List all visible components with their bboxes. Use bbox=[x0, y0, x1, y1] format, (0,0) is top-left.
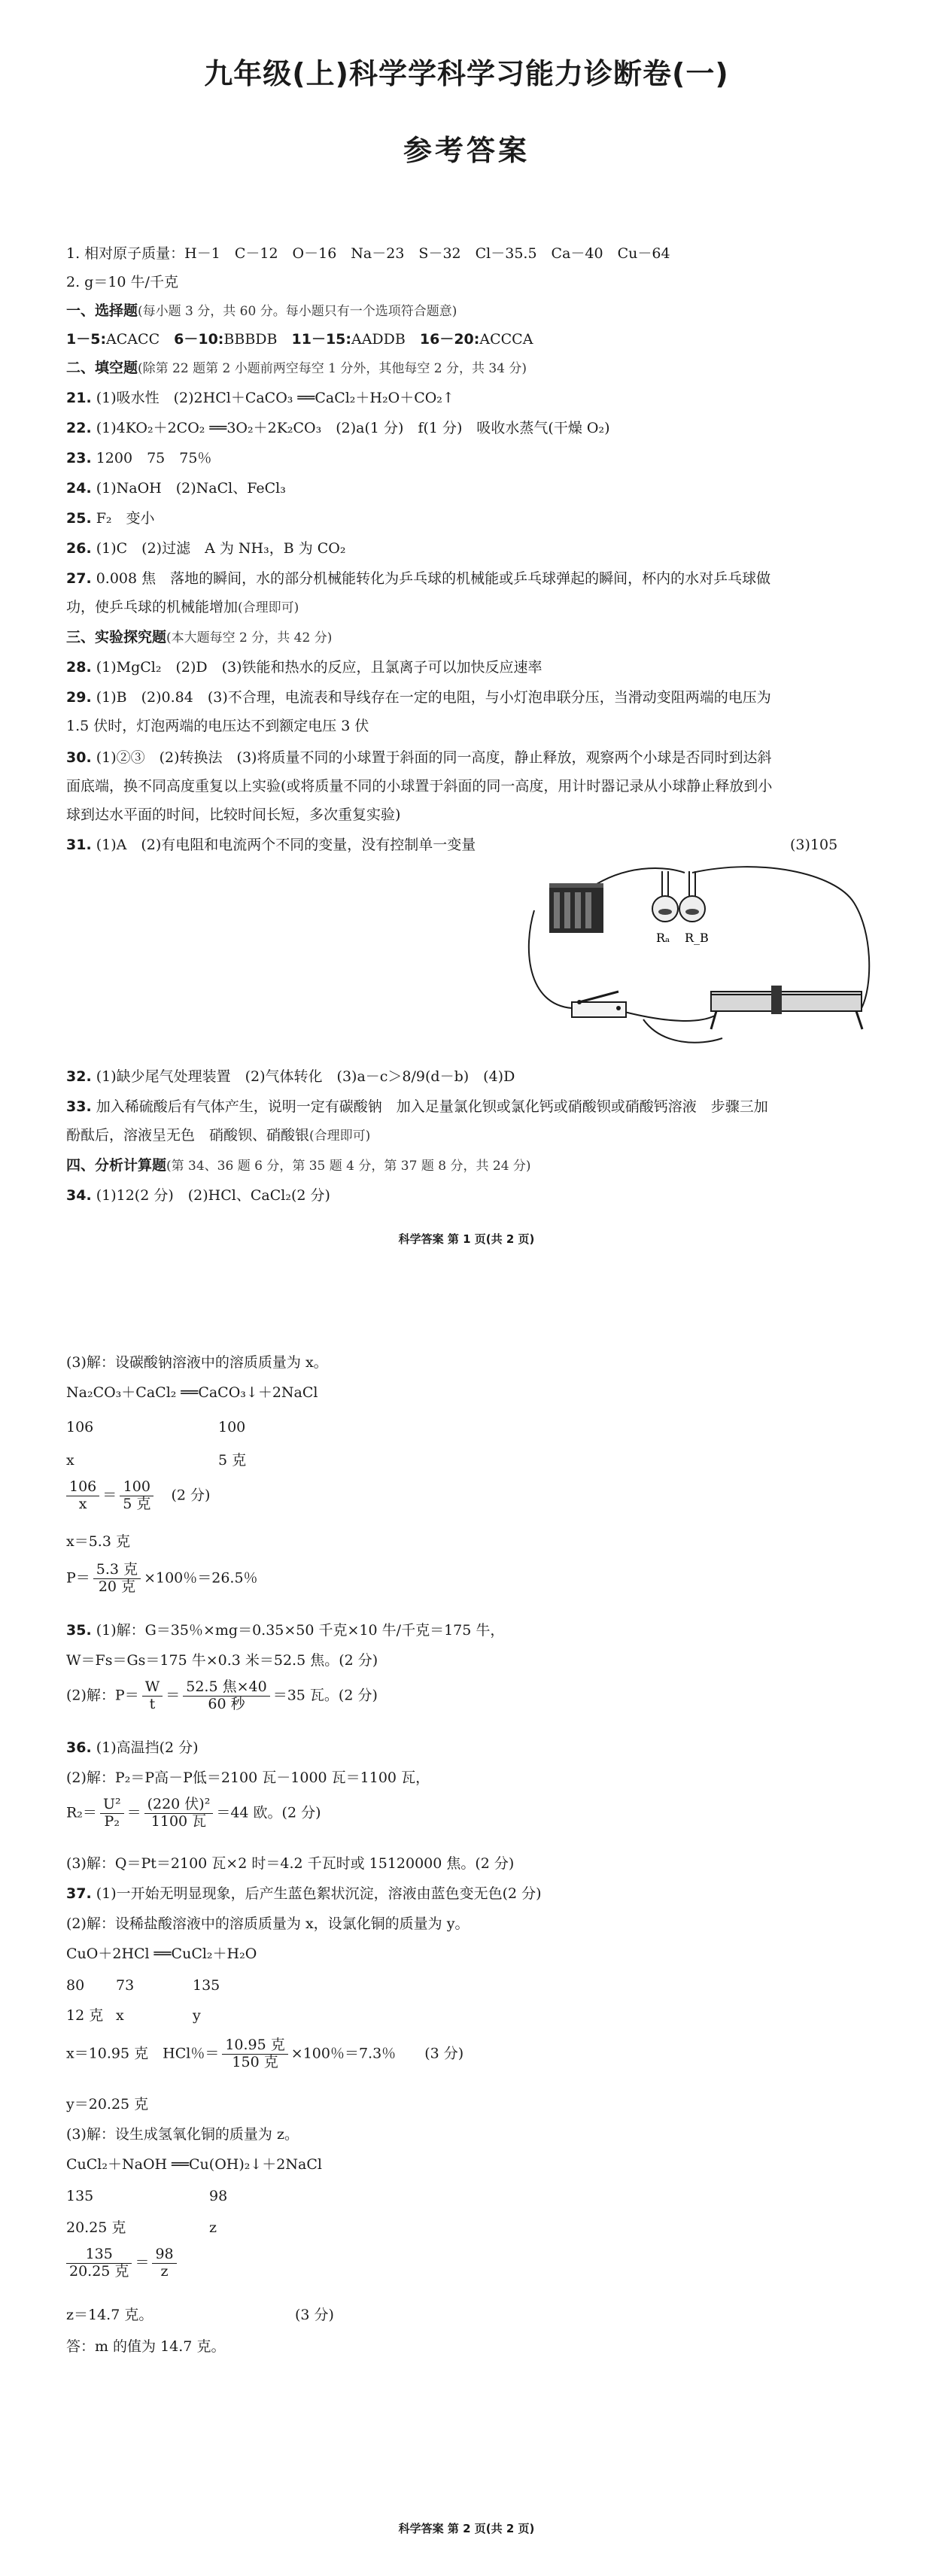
fraction bbox=[120, 1479, 153, 1513]
q37-points: (3 分) bbox=[295, 2307, 334, 2323]
battery-pack-icon bbox=[549, 883, 603, 933]
resistor-a-label: Rₐ bbox=[656, 931, 670, 945]
percent-calc bbox=[66, 1562, 258, 1596]
denominator: 5 克 bbox=[123, 1495, 151, 1512]
q37-mass-b: x bbox=[116, 2007, 124, 2024]
answer-note: (合理即可) bbox=[309, 1129, 371, 1144]
q37-mass2-a: 20.25 克 bbox=[66, 2219, 126, 2236]
page-subtitle: 参考答案 bbox=[403, 134, 530, 167]
page-title: 九年级(上)科学学科学习能力诊断卷(一) bbox=[204, 57, 729, 90]
section-title: 二、填空题 bbox=[66, 360, 138, 376]
gravity-note: 2. g＝10 牛/千克 bbox=[66, 274, 178, 290]
denominator: 60 秒 bbox=[208, 1695, 245, 1712]
section-experiment-heading bbox=[66, 629, 332, 646]
section-note: (每小题 3 分，共 60 分。每小题只有一个选项符合题意) bbox=[138, 304, 457, 319]
question-number: 35. bbox=[66, 1622, 92, 1639]
slide-rheostat-icon bbox=[711, 986, 862, 1029]
q35 bbox=[66, 1622, 504, 1639]
question-number: 27. bbox=[66, 570, 92, 587]
numerator: U² bbox=[100, 1797, 124, 1814]
q37-mass-c: y bbox=[193, 2007, 201, 2024]
equals: ＝ bbox=[166, 1687, 181, 1704]
q37-proportion bbox=[63, 2246, 180, 2280]
q37-equation-1: CuO＋2HCl ══CuCl₂＋H₂O bbox=[66, 1946, 257, 1962]
answer-text: 酚酞后，溶液呈无色 硝酸钡、硝酸银 bbox=[66, 1127, 310, 1144]
equals: ＝ bbox=[126, 1804, 141, 1821]
q36-resistance bbox=[66, 1797, 321, 1830]
q32 bbox=[66, 1068, 515, 1086]
range-label: 1－5: bbox=[66, 331, 107, 348]
question-number: 31. bbox=[66, 837, 92, 853]
flask-ra-icon bbox=[652, 871, 678, 922]
mass-ratio-right: 100 bbox=[218, 1419, 246, 1435]
q25 bbox=[66, 510, 155, 527]
known-right: 5 克 bbox=[218, 1452, 247, 1469]
points: (2 分) bbox=[171, 1487, 211, 1504]
denominator: z bbox=[160, 2262, 169, 2280]
equals: ＝ bbox=[135, 2254, 150, 2271]
numerator: 106 bbox=[66, 1479, 99, 1496]
q26 bbox=[66, 540, 345, 557]
section-fill-heading bbox=[66, 360, 527, 377]
q35-work: W＝Fs＝Gs＝175 牛×0.3 米＝52.5 焦。(2 分) bbox=[66, 1652, 378, 1669]
atomic-mass-note: 1. 相对原子质量：H－1 C－12 O－16 Na－23 S－32 Cl－35.5 Ca－40 Cu－64 bbox=[66, 245, 670, 262]
choice-answers bbox=[66, 331, 533, 348]
circuit-diagram bbox=[519, 858, 880, 1061]
fraction bbox=[66, 2246, 132, 2280]
answer-text: (1)C (2)过滤 A 为 NH₃，B 为 CO₂ bbox=[96, 540, 346, 557]
resistor-b-label: R_B bbox=[685, 931, 709, 945]
denominator: 20 克 bbox=[98, 1578, 136, 1595]
q36-power: (2)解：P₂＝P高－P低＝2100 瓦－1000 瓦＝1100 瓦， bbox=[66, 1769, 430, 1786]
q33 bbox=[66, 1098, 768, 1116]
range-label: 11－15: bbox=[291, 331, 351, 348]
q36-heat: (3)解：Q＝Pt＝2100 瓦×2 时＝4.2 千瓦时或 15120000 焦。(2 分) bbox=[66, 1855, 515, 1872]
q28 bbox=[66, 659, 542, 676]
q31 bbox=[66, 837, 476, 854]
section-title: 四、分析计算题 bbox=[66, 1157, 167, 1174]
question-number: 24. bbox=[66, 480, 92, 497]
q29-cont: 1.5 伏时，灯泡两端的电压达不到额定电压 3 伏 bbox=[66, 718, 369, 734]
page-footer-1: 科学答案 第 1 页(共 2 页) bbox=[398, 1232, 535, 1246]
answer-text: (1)缺少尾气处理装置 (2)气体转化 (3)a－c＞8/9(d－b) (4)D bbox=[96, 1068, 515, 1085]
numerator: (220 伏)² bbox=[144, 1797, 214, 1814]
q37 bbox=[66, 1885, 542, 1903]
equation: Na₂CO₃＋CaCl₂ ══CaCO₃↓＋2NaCl bbox=[66, 1384, 318, 1401]
mass-ratio-left: 106 bbox=[66, 1419, 94, 1435]
q37-equation-2: CuCl₂＋NaOH ══Cu(OH)₂↓＋2NaCl bbox=[66, 2156, 322, 2173]
q23 bbox=[66, 450, 211, 467]
q37-setup: (2)解：设稀盐酸溶液中的溶质质量为 x，设氯化铜的质量为 y。 bbox=[66, 1915, 470, 1932]
denominator: 20.25 克 bbox=[69, 2262, 129, 2280]
proportion bbox=[63, 1479, 210, 1513]
question-number: 32. bbox=[66, 1068, 92, 1085]
q24 bbox=[66, 480, 286, 497]
answer-group: ACACC bbox=[106, 331, 160, 348]
q29 bbox=[66, 689, 771, 706]
answer-text: F₂ 变小 bbox=[96, 510, 155, 527]
numerator: W bbox=[142, 1679, 163, 1697]
answer-text: (1)NaOH (2)NaCl、FeCl₃ bbox=[96, 480, 286, 497]
q30-cont-2: 球到达水平面的时间，比较时间长短，多次重复实验) bbox=[66, 807, 401, 823]
q27-cont bbox=[66, 599, 299, 616]
answer-text: (1)高温挡(2 分) bbox=[96, 1739, 199, 1756]
q31-part3: (3)105 bbox=[790, 837, 838, 853]
answer-text: (1)12(2 分) (2)HCl、CaCl₂(2 分) bbox=[96, 1187, 330, 1204]
points: (3 分) bbox=[424, 2045, 464, 2062]
range-label: 16－20: bbox=[419, 331, 480, 348]
q34-3-setup: (3)解：设碳酸钠溶液中的溶质质量为 x。 bbox=[66, 1354, 328, 1371]
answer-note: (合理即可) bbox=[238, 600, 299, 615]
fraction bbox=[93, 1562, 141, 1596]
q35-power bbox=[66, 1679, 378, 1713]
page-footer-2: 科学答案 第 2 页(共 2 页) bbox=[398, 2522, 535, 2535]
question-number: 33. bbox=[66, 1098, 92, 1115]
question-number: 37. bbox=[66, 1885, 92, 1902]
question-number: 34. bbox=[66, 1187, 92, 1204]
answer-text: (1)MgCl₂ (2)D (3)铁能和热水的反应，且氯离子可以加快反应速率 bbox=[96, 659, 542, 676]
answer-text: 功，使乒乓球的机械能增加 bbox=[66, 599, 239, 615]
section-analysis-heading bbox=[66, 1157, 531, 1174]
question-number: 22. bbox=[66, 420, 92, 436]
question-number: 23. bbox=[66, 450, 92, 466]
q36 bbox=[66, 1739, 199, 1757]
question-number: 36. bbox=[66, 1739, 92, 1756]
fraction bbox=[144, 1797, 214, 1830]
answer-group: AADDB bbox=[351, 331, 406, 348]
wire bbox=[643, 1019, 722, 1043]
switch-icon bbox=[572, 992, 626, 1017]
question-number: 21. bbox=[66, 390, 92, 406]
q37-mass-a: 12 克 bbox=[66, 2007, 104, 2024]
lhs: x＝10.95 克 HCl％＝ bbox=[66, 2045, 220, 2062]
lhs: P＝ bbox=[66, 1569, 90, 1587]
answer-text: 加入稀硫酸后有气体产生，说明一定有碳酸钠 加入足量氯化钡或氯化钙或硝酸钡或硝酸钙溶液 步骤三加 bbox=[96, 1098, 768, 1115]
q37-mass2-b: z bbox=[209, 2219, 217, 2236]
fraction bbox=[100, 1797, 124, 1830]
q37-ratio2-a: 135 bbox=[66, 2188, 94, 2204]
q37-result-z: z＝14.7 克。 bbox=[66, 2307, 153, 2323]
section-title: 一、选择题 bbox=[66, 302, 138, 319]
denominator: 1100 瓦 bbox=[150, 1812, 207, 1830]
denominator: P₂ bbox=[104, 1812, 120, 1830]
q30 bbox=[66, 749, 771, 767]
rhs: ＝44 欧。(2 分) bbox=[216, 1804, 321, 1821]
q37-ratio-a: 80 bbox=[66, 1977, 85, 1994]
section-note: (第 34、36 题 6 分，第 35 题 4 分，第 37 题 8 分，共 24 分) bbox=[166, 1159, 531, 1174]
answer-group: BBBDB bbox=[223, 331, 278, 348]
unknown-left: x bbox=[66, 1452, 74, 1469]
q34 bbox=[66, 1187, 330, 1204]
denominator: x bbox=[78, 1495, 87, 1512]
lhs: (2)解：P＝ bbox=[66, 1687, 139, 1704]
q21 bbox=[66, 390, 454, 407]
numerator: 100 bbox=[120, 1479, 153, 1496]
question-number: 26. bbox=[66, 540, 92, 557]
q37-hcl-percent bbox=[66, 2037, 463, 2071]
fraction bbox=[142, 1679, 163, 1713]
question-number: 30. bbox=[66, 749, 92, 766]
equals: ＝ bbox=[102, 1487, 117, 1504]
numerator: 5.3 克 bbox=[93, 1562, 141, 1579]
result-x: x＝5.3 克 bbox=[66, 1533, 130, 1550]
fraction bbox=[183, 1679, 269, 1713]
fraction bbox=[222, 2037, 287, 2071]
fraction bbox=[66, 1479, 99, 1513]
wire bbox=[591, 868, 685, 888]
question-number: 25. bbox=[66, 510, 92, 527]
answer-text: 0.008 焦 落地的瞬间，水的部分机械能转化为乒乓球的机械能或乒乓球弹起的瞬间，杯内的水对乒乓球做 bbox=[96, 570, 771, 587]
numerator: 10.95 克 bbox=[222, 2037, 287, 2055]
answer-text: (1)解：G＝35％×mg＝0.35×50 千克×10 牛/千克＝175 牛， bbox=[96, 1622, 505, 1639]
denominator: 150 克 bbox=[232, 2053, 278, 2070]
answer-text: 1200 75 75％ bbox=[96, 450, 212, 466]
q37-ratio-c: 135 bbox=[193, 1977, 220, 1994]
wire bbox=[625, 1012, 715, 1021]
rhs: ×100％＝7.3％ bbox=[290, 2045, 397, 2062]
section-choice-heading bbox=[66, 302, 457, 320]
numerator: 52.5 焦×40 bbox=[183, 1679, 269, 1697]
question-number: 29. bbox=[66, 689, 92, 706]
rhs: ×100％＝26.5％ bbox=[144, 1569, 258, 1587]
range-label: 6－10: bbox=[174, 331, 224, 348]
answer-text: (1)一开始无明显现象，后产生蓝色絮状沉淀，溶液由蓝色变无色(2 分) bbox=[96, 1885, 542, 1902]
q37-part3-setup: (3)解：设生成氢氧化铜的质量为 z。 bbox=[66, 2126, 299, 2143]
answer-text: (1)②③ (2)转换法 (3)将质量不同的小球置于斜面的同一高度，静止释放，观察两个小球是否同时到达斜 bbox=[96, 749, 772, 766]
q37-ratio-b: 73 bbox=[116, 1977, 135, 1994]
section-note: (本大题每空 2 分，共 42 分) bbox=[166, 630, 333, 646]
answer-text: (1)吸水性 (2)2HCl＋CaCO₃ ══CaCl₂＋H₂O＋CO₂↑ bbox=[96, 390, 454, 406]
q22 bbox=[66, 420, 610, 437]
answer-text: (1)B (2)0.84 (3)不合理，电流表和导线存在一定的电阻，与小灯泡串联分压，当滑动变阻两端的电压为 bbox=[96, 689, 771, 706]
question-number: 28. bbox=[66, 659, 92, 676]
lhs: R₂＝ bbox=[66, 1804, 97, 1821]
numerator: 98 bbox=[152, 2246, 176, 2264]
rhs: ＝35 瓦。(2 分) bbox=[272, 1687, 378, 1704]
q37-conclusion: 答：m 的值为 14.7 克。 bbox=[66, 2338, 226, 2355]
answer-text: (1)A (2)有电阻和电流两个不同的变量，没有控制单一变量 bbox=[96, 837, 476, 853]
q37-ratio2-b: 98 bbox=[209, 2188, 228, 2204]
fraction bbox=[152, 2246, 176, 2280]
answer-group: ACCCA bbox=[479, 331, 533, 348]
q33-cont bbox=[66, 1127, 370, 1144]
q30-cont-1: 面底端，换不同高度重复以上实验(或将质量不同的小球置于斜面的同一高度，用计时器记录从小球静止释放到小 bbox=[66, 778, 773, 794]
denominator: t bbox=[149, 1695, 156, 1712]
q37-result-y: y＝20.25 克 bbox=[66, 2096, 149, 2113]
numerator: 135 bbox=[66, 2246, 132, 2264]
flask-rb-icon bbox=[679, 871, 705, 922]
answer-text: (1)4KO₂＋2CO₂ ══3O₂＋2K₂CO₃ (2)a(1 分) f(1 分) 吸收水蒸气(干燥 O₂) bbox=[96, 420, 610, 436]
section-title: 三、实验探究题 bbox=[66, 629, 167, 646]
section-note: (除第 22 题第 2 小题前两空每空 1 分外，其他每空 2 分，共 34 分) bbox=[138, 361, 527, 376]
q27 bbox=[66, 570, 770, 588]
